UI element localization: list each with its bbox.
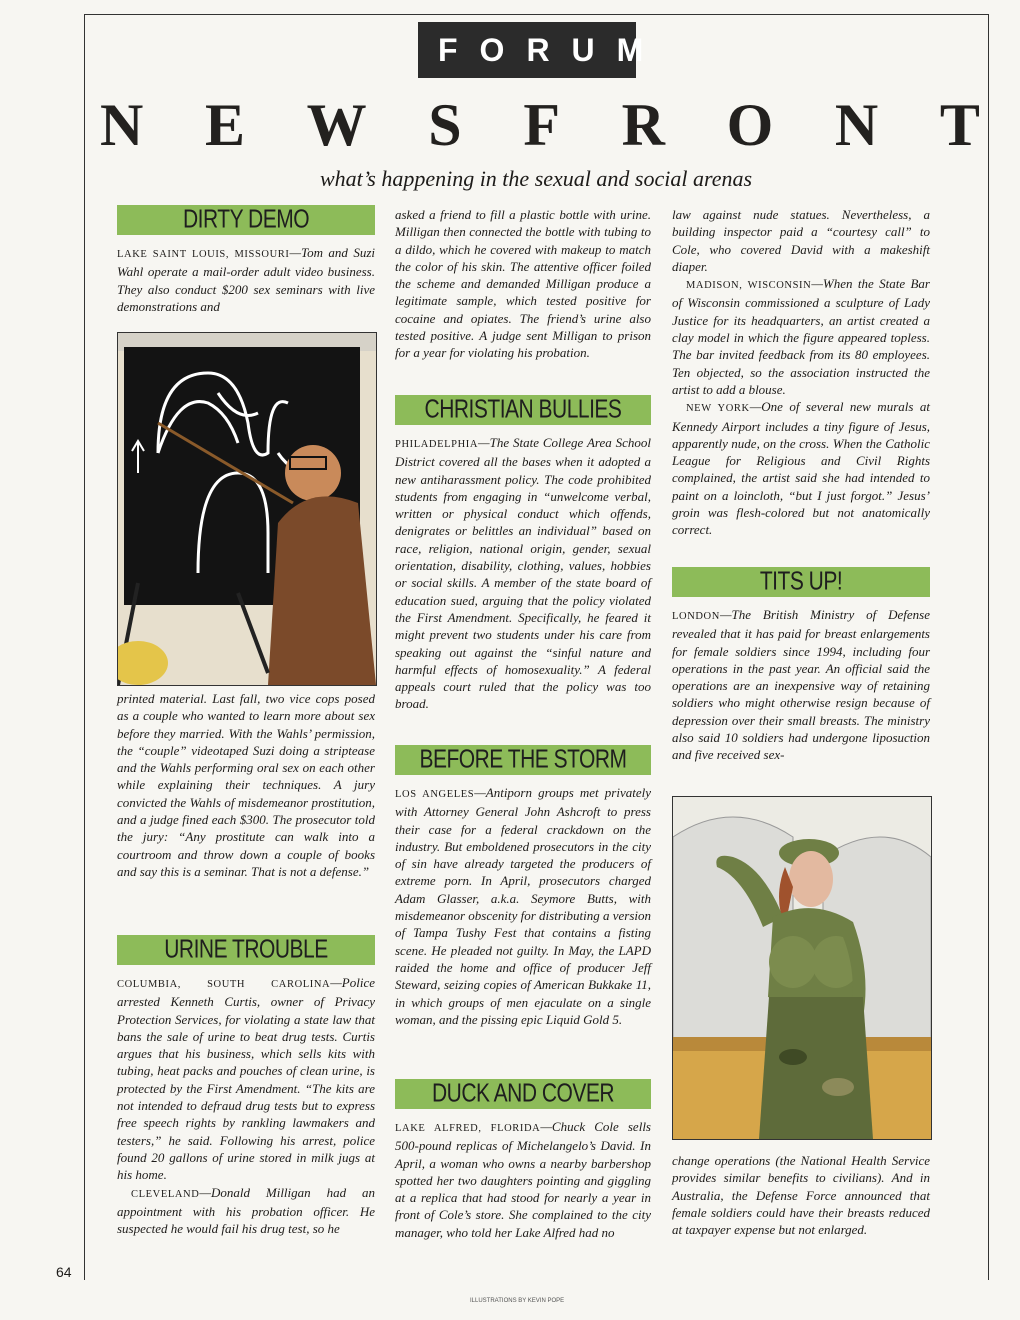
lecturer-illustration <box>117 332 377 686</box>
dateline: MADISON, WISCONSIN <box>686 280 812 292</box>
forum-label: FORUM <box>418 22 636 78</box>
headline-tits-up: TITS UP! <box>672 567 930 597</box>
article-urine-trouble-cont <box>395 206 651 362</box>
article-text: —The British Ministry of Defense revealed that it has paid for breast enlargements for female soldiers since 1994, including four operations in the past year. An official said the operations are an inexpensive way of retaining soldiers who might otherwise resign because of depression over their small breasts. The ministry also said 10 soldiers had undergone liposuction and five received sex- <box>672 607 930 763</box>
article-duck-and-cover-cont <box>672 206 930 539</box>
headline-duck-and-cover: DUCK AND COVER <box>395 1079 651 1109</box>
article-christian-bullies <box>395 434 651 713</box>
page-number: 64 <box>56 1264 72 1280</box>
title-letter: E <box>204 91 246 158</box>
headline-urine-trouble: URINE TROUBLE <box>117 935 375 965</box>
tagline: what’s happening in the sexual and social arenas <box>319 166 753 191</box>
article-dirty-demo-cont <box>117 690 375 880</box>
article-tits-up-cont <box>672 1152 930 1238</box>
headline-dirty-demo: DIRTY DEMO <box>117 205 375 235</box>
illustration-credit: ILLUSTRATIONS BY KEVIN POPE <box>470 1298 565 1304</box>
dateline: LOS ANGELES <box>395 789 475 800</box>
headline-before-the-storm: BEFORE THE STORM <box>395 745 651 775</box>
article-text: change operations (the National Health Service provides similar benefits to civilians). And in Australia, the Defense Force announced that female soldiers could have their breasts reduced at taxpayer expense but not enlarged. <box>672 1153 930 1238</box>
title-letter: F <box>523 91 560 158</box>
title-letter: S <box>428 91 462 158</box>
article-text: —Police arrested Kenneth Curtis, owner of Privacy Protection Services, for violating a state law that bans the sale of urine to beat drug tests. Curtis argues that his business, which sells kits with tubing, heat packs and pouches of clean urine, is protected by the First Amendment. “The kits are not intended to defraud drug tests but to express free speech rights by rankling lawmakers and testers,” he said. Following his arrest, police found 20 gallons of urine stored in milk jugs at his home. <box>117 975 375 1183</box>
article-text: asked a friend to fill a plastic bottle with urine. Milligan then connected the bottle with tubing to a dildo, which he covered with makeup to match the color of his skin. The attentive officer foiled the scheme and demanded Milligan produce a legitimate sample, which tested positive for cocaine and opiates. The friend’s urine also tested positive. A judge sent Milligan to prison for a year for violating his probation. <box>395 207 651 361</box>
article-text: —Chuck Cole sells 500-pound replicas of Michelangelo’s David. In April, a woman who owns a nearby barbershop spotted her two daughters pointing and giggling at a replica that had stood for nearly a year in front of Cole’s store. She complained to the city manager, who told her Lake Alfred had no <box>395 1119 651 1240</box>
soldier-illustration <box>672 796 932 1140</box>
dateline: CLEVELAND <box>131 1188 200 1200</box>
dateline: PHILADELPHIA <box>395 439 479 450</box>
dateline: LONDON <box>672 611 720 622</box>
soldier-drawing <box>673 797 931 1139</box>
dateline: LAKE ALFRED, FLORIDA <box>395 1123 541 1134</box>
article-text: —One of several new murals at Kennedy Airport includes a tiny figure of Jesus, apparently nude, on the cross. When the Catholic League for Religious and Civil Rights complained, the artist said she had intended to paint on a loincloth, “but I just forgot.” Jesus’ groin was flesh-colored but not anatomically correct. <box>672 399 930 538</box>
lecturer-drawing <box>118 333 376 685</box>
dateline: COLUMBIA, SOUTH CAROLINA <box>117 979 331 990</box>
article-duck-and-cover <box>395 1118 651 1241</box>
article-text: law against nude statues. Nevertheless, a building inspector paid a “courtesy call” to Cole, who covered David with a makeshift diaper. <box>672 207 930 274</box>
headline-christian-bullies: CHRISTIAN BULLIES <box>395 395 651 425</box>
article-text: —The State College Area School District covered all the bases when it adopted a new antiharassment policy. The code prohibited students from engaging in “unwelcome verbal, written or physical conduct which offends, denigrates or belittles an individual” based on race, religion, national origin, gender, sexual orientation, disability, clothing, values, hobbies or social skills. A member of the state board of education sued, arguing that the policy violated the First Amendment. Specifically, he feared it might prevent two students under his care from speaking out against the “sinful nature and harmful effects of homosexuality.” A federal appeals court ruled that the policy was too broad. <box>395 435 651 712</box>
dateline: LAKE SAINT LOUIS, MISSOURI <box>117 249 290 260</box>
title-letter: N <box>100 91 144 158</box>
article-urine-trouble <box>117 974 375 1237</box>
dateline: NEW YORK <box>686 403 750 415</box>
article-text: printed material. Last fall, two vice cops posed as a couple who wanted to learn more about sex before they married. With the Wahls’ permission, the “couple” videotaped Suzi doing a striptease and the Wahls performing oral sex on each other while explaining their techniques. A jury convicted the Wahls of misdemeanor prostitution, and a judge fined each $300. The prosecutor told the jury: “Any prostitute can walk into a courtroom and throw down a couple of books and say this is a seminar. That is not a defense.” <box>117 691 375 879</box>
title-letter: W <box>306 91 367 158</box>
title-letter: R <box>621 91 665 158</box>
title-letter: O <box>726 91 774 158</box>
article-text: —Tom and Suzi Wahl operate a mail-order adult video business. They also conduct $200 sex seminars with live demonstrations and <box>117 245 375 314</box>
article-dirty-demo-intro <box>117 244 375 315</box>
article-text: —Donald Milligan had an appointment with his probation officer. He suspected he would fail his drug test, so he <box>117 1184 375 1237</box>
title-letter: N <box>834 91 879 158</box>
title-letter: T <box>939 91 980 158</box>
article-tits-up <box>672 606 930 764</box>
article-text: —Antiporn groups met privately with Attorney General John Ashcroft to press their case for a federal crackdown on the industry. But emboldened prosecutors in the city of sin have already targeted the producers of extreme porn. In April, prosecutors charged Adam Glasser, a.k.a. Seymore Butts, with misdemeanor obscenity for distributing a version of Tampa Tushy Fest that contains a fisting scene. He pleaded not guilty. In May, the LAPD raided the home and office of producer Jeff Steward, seizing copies of American Bukkake 11, in which groups of men ejaculate on a single woman, and the pissing epic Liquid Gold 5. <box>395 785 652 1027</box>
article-text: —When the State Bar of Wisconsin commissioned a sculpture of Lady Justice for its headquarters, an artist created a clay model in which the figure appeared topless. The bar invited feedback from its 80 employees. Ten objected, so the association instructed the artist to add a blouse. <box>672 276 930 397</box>
newsfront-title <box>100 90 980 160</box>
article-before-the-storm <box>395 784 651 1028</box>
